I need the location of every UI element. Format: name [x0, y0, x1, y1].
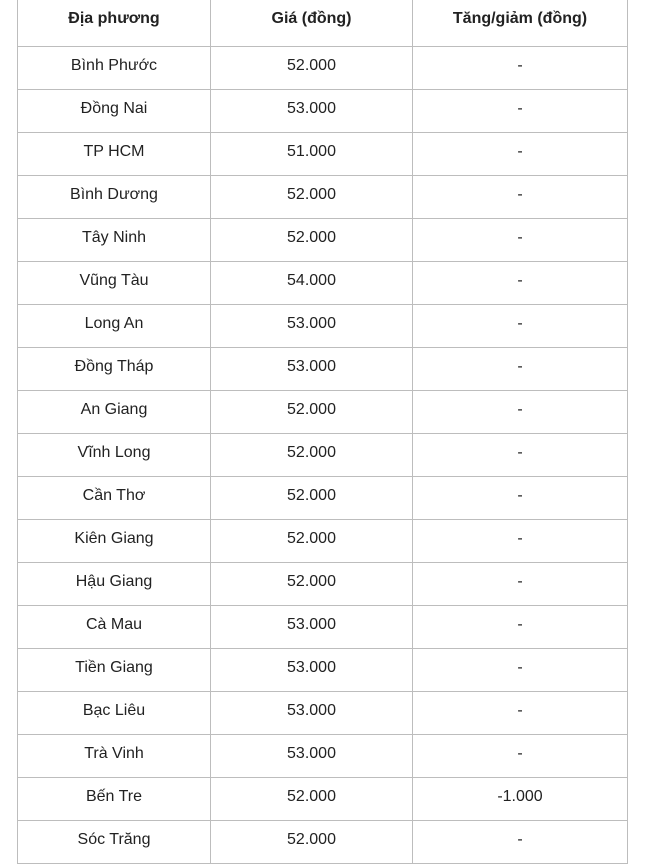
- cell-price: 51.000: [211, 133, 413, 176]
- cell-region: TP HCM: [18, 133, 211, 176]
- cell-price: 53.000: [211, 606, 413, 649]
- table-row: [18, 477, 628, 520]
- table-row: [18, 563, 628, 606]
- cell-price: 53.000: [211, 692, 413, 735]
- cell-region: Tiền Giang: [18, 649, 211, 692]
- table-row: [18, 262, 628, 305]
- cell-region: Trà Vinh: [18, 735, 211, 778]
- cell-change: -: [413, 563, 628, 606]
- cell-price: 52.000: [211, 778, 413, 821]
- cell-change: -: [413, 133, 628, 176]
- cell-region: Đồng Nai: [18, 90, 211, 133]
- table-row: [18, 434, 628, 477]
- column-header-region: Địa phương: [18, 0, 211, 47]
- cell-change: -: [413, 90, 628, 133]
- price-table-container: [17, 0, 627, 864]
- cell-region: Kiên Giang: [18, 520, 211, 563]
- cell-region: Bình Dương: [18, 176, 211, 219]
- cell-change: -: [413, 606, 628, 649]
- table-body: [18, 47, 628, 864]
- cell-region: Tây Ninh: [18, 219, 211, 262]
- cell-change: -: [413, 47, 628, 90]
- table-row: [18, 391, 628, 434]
- cell-change: -: [413, 434, 628, 477]
- cell-price: 52.000: [211, 219, 413, 262]
- table-row: [18, 520, 628, 563]
- cell-region: Hậu Giang: [18, 563, 211, 606]
- cell-change: -: [413, 649, 628, 692]
- cell-change: -: [413, 262, 628, 305]
- cell-region: Long An: [18, 305, 211, 348]
- cell-region: Cần Thơ: [18, 477, 211, 520]
- cell-price: 52.000: [211, 47, 413, 90]
- cell-region: Bạc Liêu: [18, 692, 211, 735]
- cell-price: 53.000: [211, 348, 413, 391]
- cell-region: An Giang: [18, 391, 211, 434]
- table-row: [18, 821, 628, 864]
- table-row: [18, 649, 628, 692]
- cell-change: -: [413, 735, 628, 778]
- table-row: [18, 735, 628, 778]
- cell-price: 54.000: [211, 262, 413, 305]
- cell-price: 52.000: [211, 176, 413, 219]
- cell-change: -: [413, 176, 628, 219]
- cell-price: 53.000: [211, 649, 413, 692]
- cell-price: 53.000: [211, 735, 413, 778]
- cell-price: 53.000: [211, 90, 413, 133]
- table-row: [18, 692, 628, 735]
- cell-region: Sóc Trăng: [18, 821, 211, 864]
- cell-change: -1.000: [413, 778, 628, 821]
- cell-region: Vĩnh Long: [18, 434, 211, 477]
- table-row: [18, 778, 628, 821]
- table-header-row: [18, 0, 628, 47]
- cell-change: -: [413, 391, 628, 434]
- cell-region: Bình Phước: [18, 47, 211, 90]
- column-header-change: Tăng/giảm (đồng): [413, 0, 628, 47]
- cell-change: -: [413, 219, 628, 262]
- cell-price: 52.000: [211, 477, 413, 520]
- cell-change: -: [413, 821, 628, 864]
- cell-change: -: [413, 305, 628, 348]
- cell-price: 52.000: [211, 391, 413, 434]
- table-row: [18, 348, 628, 391]
- cell-change: -: [413, 477, 628, 520]
- cell-change: -: [413, 348, 628, 391]
- cell-region: Bến Tre: [18, 778, 211, 821]
- table-row: [18, 219, 628, 262]
- cell-region: Vũng Tàu: [18, 262, 211, 305]
- price-table: [17, 0, 628, 864]
- cell-price: 52.000: [211, 520, 413, 563]
- table-row: [18, 90, 628, 133]
- cell-region: Cà Mau: [18, 606, 211, 649]
- table-row: [18, 133, 628, 176]
- table-row: [18, 47, 628, 90]
- cell-price: 53.000: [211, 305, 413, 348]
- table-row: [18, 606, 628, 649]
- cell-region: Đồng Tháp: [18, 348, 211, 391]
- cell-change: -: [413, 520, 628, 563]
- table-row: [18, 305, 628, 348]
- table-row: [18, 176, 628, 219]
- column-header-price: Giá (đồng): [211, 0, 413, 47]
- cell-price: 52.000: [211, 821, 413, 864]
- cell-price: 52.000: [211, 434, 413, 477]
- cell-price: 52.000: [211, 563, 413, 606]
- cell-change: -: [413, 692, 628, 735]
